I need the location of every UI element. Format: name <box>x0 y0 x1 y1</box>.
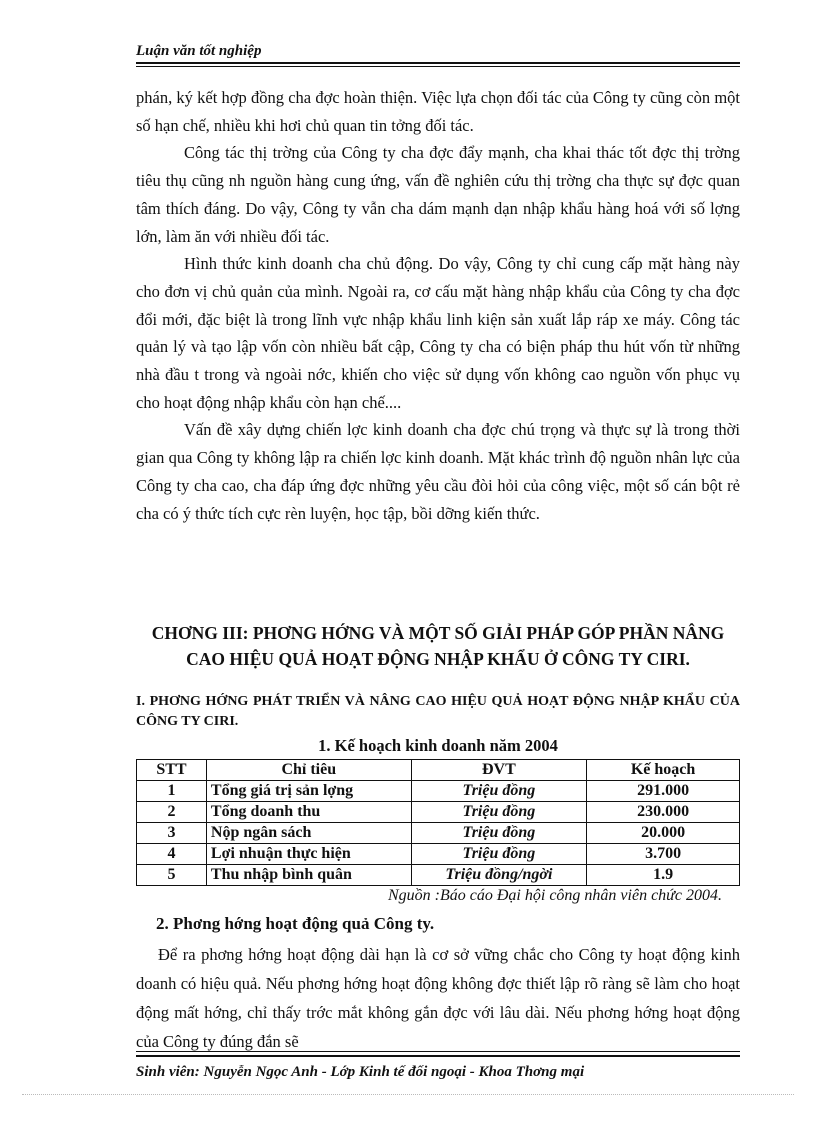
subheading: 2. Phơng hớng hoạt động quả Công ty. <box>156 914 435 933</box>
section-title: I. PHƠNG HỚNG PHÁT TRIỂN VÀ NÂNG CAO HIỆU QUẢ HOẠT ĐỘNG NHẬP KHẨU CỦA CÔNG TY CIRI. <box>136 694 740 729</box>
header-unit: ĐVT <box>411 760 587 781</box>
cell-unit: Triệu đồng <box>411 844 587 865</box>
header-stt: STT <box>137 760 207 781</box>
cell-plan: 1.9 <box>587 865 740 886</box>
footer-text: Sinh viên: Nguyễn Ngọc Anh - Lớp Kinh tế đối ngoại - Khoa Thơng mại <box>136 1064 585 1080</box>
cell-unit: Triệu đồng <box>411 781 587 802</box>
table-source-note: Nguồn :Báo cáo Đại hội công nhân viên chức 2004. <box>388 887 722 904</box>
paragraph-4: Vấn đề xây dựng chiến lợc kinh doanh cha đợc chú trọng và thực sự là trong thời gian qua Công ty không lập ra chiến lợc kinh doanh. Mặt khác trình độ nguồn nhân lực của Công ty cha cao, cha đáp ứng đợc những yêu cầu đòi hỏi của công việc, một số cán bột rẻ cha có ý thức tích cực rèn luyện, học tập, bồi dỡng kiến thức. <box>136 420 740 523</box>
cell-name: Tổng giá trị sản lợng <box>206 781 411 802</box>
header-plan: Kế hoạch <box>587 760 740 781</box>
footer-rule-thick <box>136 1055 740 1057</box>
cell-stt: 3 <box>137 823 207 844</box>
closing-paragraph-block <box>136 940 740 1056</box>
cell-name: Thu nhập bình quân <box>206 865 411 886</box>
cell-name: Lợi nhuận thực hiện <box>206 844 411 865</box>
table-row <box>137 823 740 844</box>
cell-plan: 20.000 <box>587 823 740 844</box>
page-bottom-divider <box>22 1094 794 1095</box>
business-plan-table <box>136 759 740 886</box>
closing-paragraph: Để ra phơng hớng hoạt động dài hạn là cơ sở vững chắc cho Công ty hoạt động kinh doanh có hiệu quả. Nếu phơng hớng hoạt động không đợc thiết lập rõ ràng sẽ làm cho hoạt động mất hớng, chỉ thấy trớc mắt không gắn đợc với lâu dài. Nếu phơng hớng hoạt động của Công ty đúng đắn sẽ <box>136 945 740 1051</box>
paragraph-1: phán, ký kết hợp đồng cha đợc hoàn thiện. Việc lựa chọn đối tác của Công ty cũng còn một số hạn chế, nhiều khi hơi chủ quan tin tởng đối tác. <box>136 88 740 135</box>
body-text <box>136 84 740 527</box>
table-row <box>137 802 740 823</box>
cell-name: Tổng doanh thu <box>206 802 411 823</box>
cell-stt: 2 <box>137 802 207 823</box>
cell-name: Nộp ngân sách <box>206 823 411 844</box>
paragraph-2: Công tác thị trờng của Công ty cha đợc đẩy mạnh, cha khai thác tốt đợc thị trờng tiêu thụ cũng nh nguồn hàng cung ứng, vấn đề nghiên cứu thị trờng cha thực sự đợc quan tâm thích đáng. Do vậy, Công ty vẫn cha dám mạnh dạn nhập khẩu hàng hoá với số lợng lớn, làm ăn với nhiều đối tác. <box>136 143 740 246</box>
cell-stt: 4 <box>137 844 207 865</box>
paragraph-3: Hình thức kinh doanh cha chủ động. Do vậy, Công ty chỉ cung cấp mặt hàng này cho đơn vị chủ quản của mình. Ngoài ra, cơ cấu mặt hàng nhập khẩu của Công ty cha đợc đổi mới, đặc biệt là trong lĩnh vực nhập khẩu linh kiện sản xuất lắp ráp xe máy. Công tác quản lý và tạo lập vốn còn nhiều bất cập, Công ty cha có biện pháp thu hút vốn từ những nhà đầu t trong và ngoài nớc, khiến cho việc sử dụng vốn không cao nguồn vốn phục vụ cho hoạt động nhập khẩu còn hạn chế.... <box>136 254 740 412</box>
header-rule-thin <box>136 66 740 67</box>
header-name: Chỉ tiêu <box>206 760 411 781</box>
cell-plan: 3.700 <box>587 844 740 865</box>
table-row <box>137 781 740 802</box>
table-row <box>137 844 740 865</box>
chapter-title: CHƠNG III: PHƠNG HỚNG VÀ MỘT SỐ GIẢI PHÁP GÓP PHẦN NÂNG CAO HIỆU QUẢ HOẠT ĐỘNG NHẬP KHẨU Ở CÔNG TY CIRI. <box>151 623 725 669</box>
table-header-row <box>137 760 740 781</box>
cell-unit: Triệu đồng <box>411 823 587 844</box>
cell-stt: 5 <box>137 865 207 886</box>
cell-plan: 291.000 <box>587 781 740 802</box>
cell-unit: Triệu đồng <box>411 802 587 823</box>
table-title: 1. Kế hoạch kinh doanh năm 2004 <box>318 736 558 755</box>
header-rule-thick <box>136 62 740 64</box>
cell-stt: 1 <box>137 781 207 802</box>
cell-plan: 230.000 <box>587 802 740 823</box>
cell-unit: Triệu đồng/ngời <box>411 865 587 886</box>
footer-rule-thin <box>136 1051 740 1052</box>
table-row <box>137 865 740 886</box>
header-text: Luận văn tốt nghiệp <box>136 43 262 59</box>
page-header <box>136 42 740 60</box>
